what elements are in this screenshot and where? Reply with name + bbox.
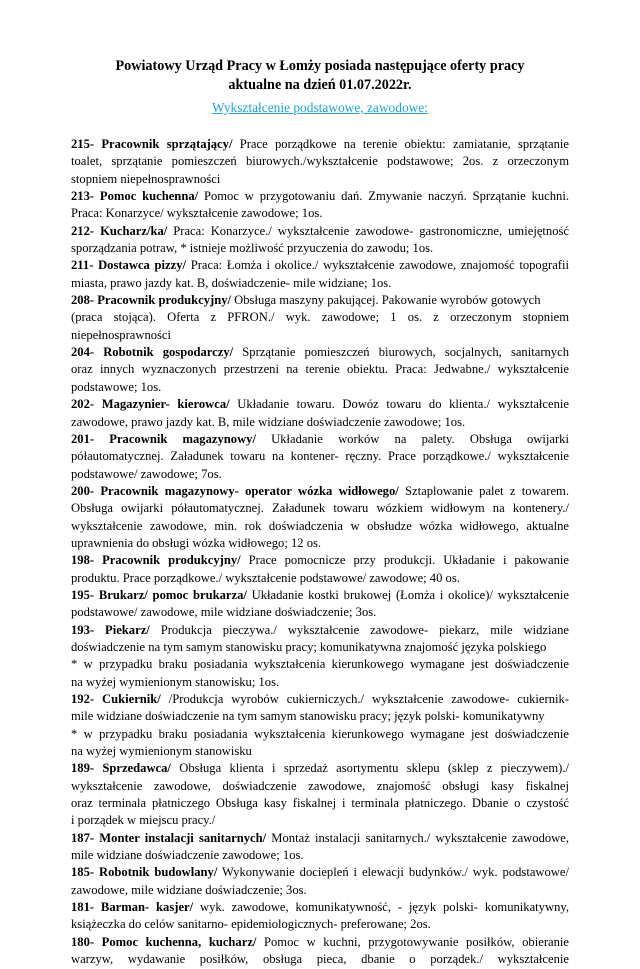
- offer-title: 211- Dostawca pizzy/: [71, 258, 187, 273]
- text-line: [71, 535, 569, 552]
- text-line: [71, 934, 569, 951]
- title-line-1: Powiatowy Urząd Pracy w Łomży posiada następujące oferty pracy: [115, 58, 525, 74]
- text-line: [71, 205, 569, 222]
- offer-text: produktu. Prace porządkowe./ wykształcenie podstawowe/ zawodowe; 40 os.: [71, 570, 460, 585]
- offer-text: Wykonywanie dociepleń i elewacji budynków./ wyk. podstawowe/: [217, 865, 569, 880]
- offer-title: 213- Pomoc kuchenna/: [71, 189, 199, 204]
- text-line: [71, 570, 569, 587]
- offer-text: na wyżej wymienionym stanowisku; 1os.: [71, 674, 280, 689]
- offer-text: uprawnienia do obsługi wózka widłowego; 12 os.: [71, 535, 322, 550]
- text-line: [71, 344, 569, 361]
- text-line: [71, 899, 569, 916]
- text-line: [71, 171, 569, 188]
- offer-text: Sprzątanie pomieszczeń biurowych, socjalnych, sanitarnych: [233, 345, 569, 360]
- offer-text: wykształcenie zawodowe, min. rok doświadczenia w obsłudze wózka widłowego, aktualne: [71, 518, 569, 533]
- section-heading: Wykształcenie podstawowe, zawodowe:: [212, 100, 428, 115]
- offer-text: Pomoc w przygotowaniu dań. Zmywanie naczyń. Sprzątanie kuchni.: [198, 189, 569, 204]
- text-line: [71, 656, 569, 673]
- text-line: [71, 622, 569, 639]
- offer-title: 204- Robotnik gospodarczy/: [71, 345, 234, 360]
- offer-title: 181- Barman- kasjer/: [71, 900, 194, 915]
- text-line: [71, 483, 569, 500]
- text-line: [71, 275, 569, 292]
- offer-text: Obsługa klienta i sprzedaż asortymentu sklepu (sklep z pieczywem)./: [170, 761, 569, 776]
- text-line: [71, 257, 569, 274]
- offer-text: oraz innych wyznaczonych przestrzeni na terenie obiektu. Praca: Jedwabne./ wykształcenie: [71, 362, 569, 377]
- text-line: [71, 830, 569, 847]
- offer-text: Praca: Konarzyce./ wykształcenie zawodowe- gastronomiczne, umiejętność: [167, 223, 569, 238]
- offer-title: 180- Pomoc kuchenna, kucharz/: [71, 934, 257, 949]
- text-line: [71, 518, 569, 535]
- text-line: [71, 292, 569, 309]
- text-line: [71, 708, 569, 725]
- text-line: [71, 448, 569, 465]
- offer-title: 212- Kucharz/ka/: [71, 223, 168, 238]
- text-line: [71, 760, 569, 777]
- text-line: [71, 691, 569, 708]
- offer-text: Układanie worków na palety. Obsługa owijarki: [255, 431, 569, 446]
- offer-text: Pomoc w kuchni, przygotowywanie posiłków, obieranie: [256, 934, 569, 949]
- offer-text: wykształcenie zawodowe, doświadczenie zawodowe, znajomość obsługi kasy fiskalnej: [71, 778, 569, 793]
- text-line: [71, 847, 569, 864]
- text-line: [71, 223, 569, 240]
- text-line: [71, 882, 569, 899]
- text-line: [71, 379, 569, 396]
- text-line: [71, 431, 569, 448]
- offer-text: Praca: Łomża i okolice./ wykształcenie zawodowe, znajomość topografii: [186, 258, 569, 273]
- text-line: [71, 466, 569, 483]
- text-line: [71, 778, 569, 795]
- offer-text: podstawowe/ zawodowe, mile widziane doświadczenie; 3os.: [71, 605, 377, 620]
- offer-title: 192- Cukiernik/: [71, 692, 161, 706]
- text-line: [71, 587, 569, 604]
- text-line: [71, 240, 569, 257]
- offer-text: i porządek w miejscu pracy./: [71, 813, 216, 828]
- offer-text: półautomatycznej. Załadunek towaru na kontener- ręczny. Prace porządkowe./ wykształcenie: [71, 449, 569, 464]
- offer-title: 200- Pracownik magazynowy- operator wózka widłowego/: [71, 483, 399, 498]
- text-line: [71, 726, 569, 743]
- offer-text: Obsługa maszyny pakującej. Pakowanie wyrobów gotowych: [231, 293, 541, 308]
- offer-title: 189- Sprzedawca/: [71, 761, 171, 776]
- text-line: [71, 743, 569, 760]
- text-line: [71, 812, 569, 829]
- offer-text: Praca: Konarzyce/ wykształcenie zawodowe; 1os.: [71, 206, 323, 221]
- text-line: [71, 604, 569, 621]
- text-line: [71, 414, 569, 431]
- offer-text: stopniem niepełnosprawności: [71, 171, 221, 186]
- offer-text: mile widziane doświadczenie zawodowe; 1os.: [71, 848, 304, 863]
- offer-text: oraz terminala płatniczego Obsługa kasy fiskalnej i terminala płatniczego. Dbanie o czystość: [71, 796, 569, 811]
- text-line: [71, 951, 569, 968]
- text-line: [71, 639, 569, 656]
- offer-text: * w przypadku braku posiadania wykształcenia kierunkowego wymagane jest doświadczenie: [71, 657, 569, 672]
- offer-text: Prace porządkowe na terenie obiektu: zamiatanie, sprzątanie: [232, 137, 569, 151]
- text-line: [71, 396, 569, 413]
- offer-text: * w przypadku braku posiadania wykształcenia kierunkowego wymagane jest doświadczenie: [71, 726, 569, 741]
- offer-text: podstawowe/ zawodowe; 7os.: [71, 466, 222, 481]
- offer-text: niepełnosprawności: [71, 327, 172, 342]
- offer-title: 201- Pracownik magazynowy/: [71, 431, 256, 446]
- text-line: [71, 327, 569, 344]
- offer-text: mile widziane doświadczenie na tym samym stanowisku pracy; język polski- komunikatywny: [71, 709, 545, 724]
- offer-title: 198- Pracownik produkcyjny/: [71, 553, 241, 568]
- offer-text: sporządzania potraw, * istnieje możliwość przyuczenia do zawodu; 1os.: [71, 241, 434, 256]
- text-line: [71, 136, 569, 153]
- offer-text: książeczka do celów sanitarno- epidemiologicznych- preferowane; 2os.: [71, 917, 431, 932]
- text-line: [71, 361, 569, 378]
- offer-text: Prace pomocnicze przy produkcji. Układanie i pakowanie: [240, 553, 569, 568]
- offer-text: podstawowe; 1os.: [71, 379, 162, 394]
- text-line: [71, 864, 569, 881]
- offer-text: zawodowe, prawo jazdy kat. B, mile widziane doświadczenie zawodowe; 1os.: [71, 414, 466, 429]
- text-line: [71, 309, 569, 326]
- offer-text: Obsługa owijarki półautomatycznej. Załadunek towaru wózkiem widłowym na kontenery./: [71, 501, 569, 516]
- offer-title: 202- Magazynier- kierowca/: [71, 397, 230, 412]
- offer-title: 195- Brukarz/ pomoc brukarza/: [71, 587, 247, 602]
- offer-text: wyk. zawodowe, komunikatywność, - język polski- komunikatywny,: [193, 900, 569, 915]
- page-title: [60, 57, 580, 95]
- offer-text: Produkcja pieczywa./ wykształcenie zawodowe- piekarz, mile widziane: [149, 622, 569, 637]
- text-line: [71, 674, 569, 691]
- title-line-2: aktualne na dzień 01.07.2022r.: [228, 77, 412, 93]
- offer-text: Układanie kostki brukowej (Łomża i okolice)/ wykształcenie: [246, 587, 569, 602]
- offer-text: zawodowe, mile widziane doświadczenie; 3os.: [71, 882, 307, 897]
- text-line: [71, 795, 569, 812]
- offer-text: toalet, sprzątanie pomieszczeń biurowych./wykształcenie podstawowe; 2os. z orzeczonym: [71, 154, 569, 169]
- offer-text: /Produkcja wyrobów cukierniczych./ wykształcenie zawodowe- cukiernik-: [160, 692, 569, 706]
- offer-text: miasta, prawo jazdy kat. B, doświadczenie- mile widziane; 1os.: [71, 275, 392, 290]
- job-offers-list: [71, 136, 569, 969]
- offer-title: 193- Piekarz/: [71, 622, 150, 637]
- offer-text: Montaż instalacji sanitarnych./ wykształcenie zawodowe,: [266, 830, 569, 845]
- offer-text: warzyw, wydawanie posiłków, obsługa pieca, dbanie o porządek./ wykształcenie: [71, 952, 569, 967]
- text-line: [71, 188, 569, 205]
- text-line: [71, 552, 569, 569]
- text-line: [71, 153, 569, 170]
- offer-title: 185- Robotnik budowlany/: [71, 865, 218, 880]
- offer-title: 215- Pracownik sprzątający/: [71, 137, 233, 151]
- offer-title: 187- Monter instalacji sanitarnych/: [71, 830, 267, 845]
- offer-title: 208- Pracownik produkcyjny/: [71, 293, 232, 308]
- offer-text: na wyżej wymienionym stanowisku: [71, 744, 252, 759]
- offer-text: (praca stojąca). Oferta z PFRON./ wyk. zawodowe; 1 os. z orzeczonym stopniem: [71, 310, 569, 325]
- offer-text: doświadczenie na tym samym stanowisku pracy; komunikatywna znajomość języka polskiego: [71, 639, 547, 654]
- text-line: [71, 500, 569, 517]
- text-line: [71, 916, 569, 933]
- offer-text: Układanie towaru. Dowóz towaru do klienta./ wykształcenie: [229, 397, 569, 412]
- offer-text: Sztaplowanie palet z towarem.: [398, 483, 569, 498]
